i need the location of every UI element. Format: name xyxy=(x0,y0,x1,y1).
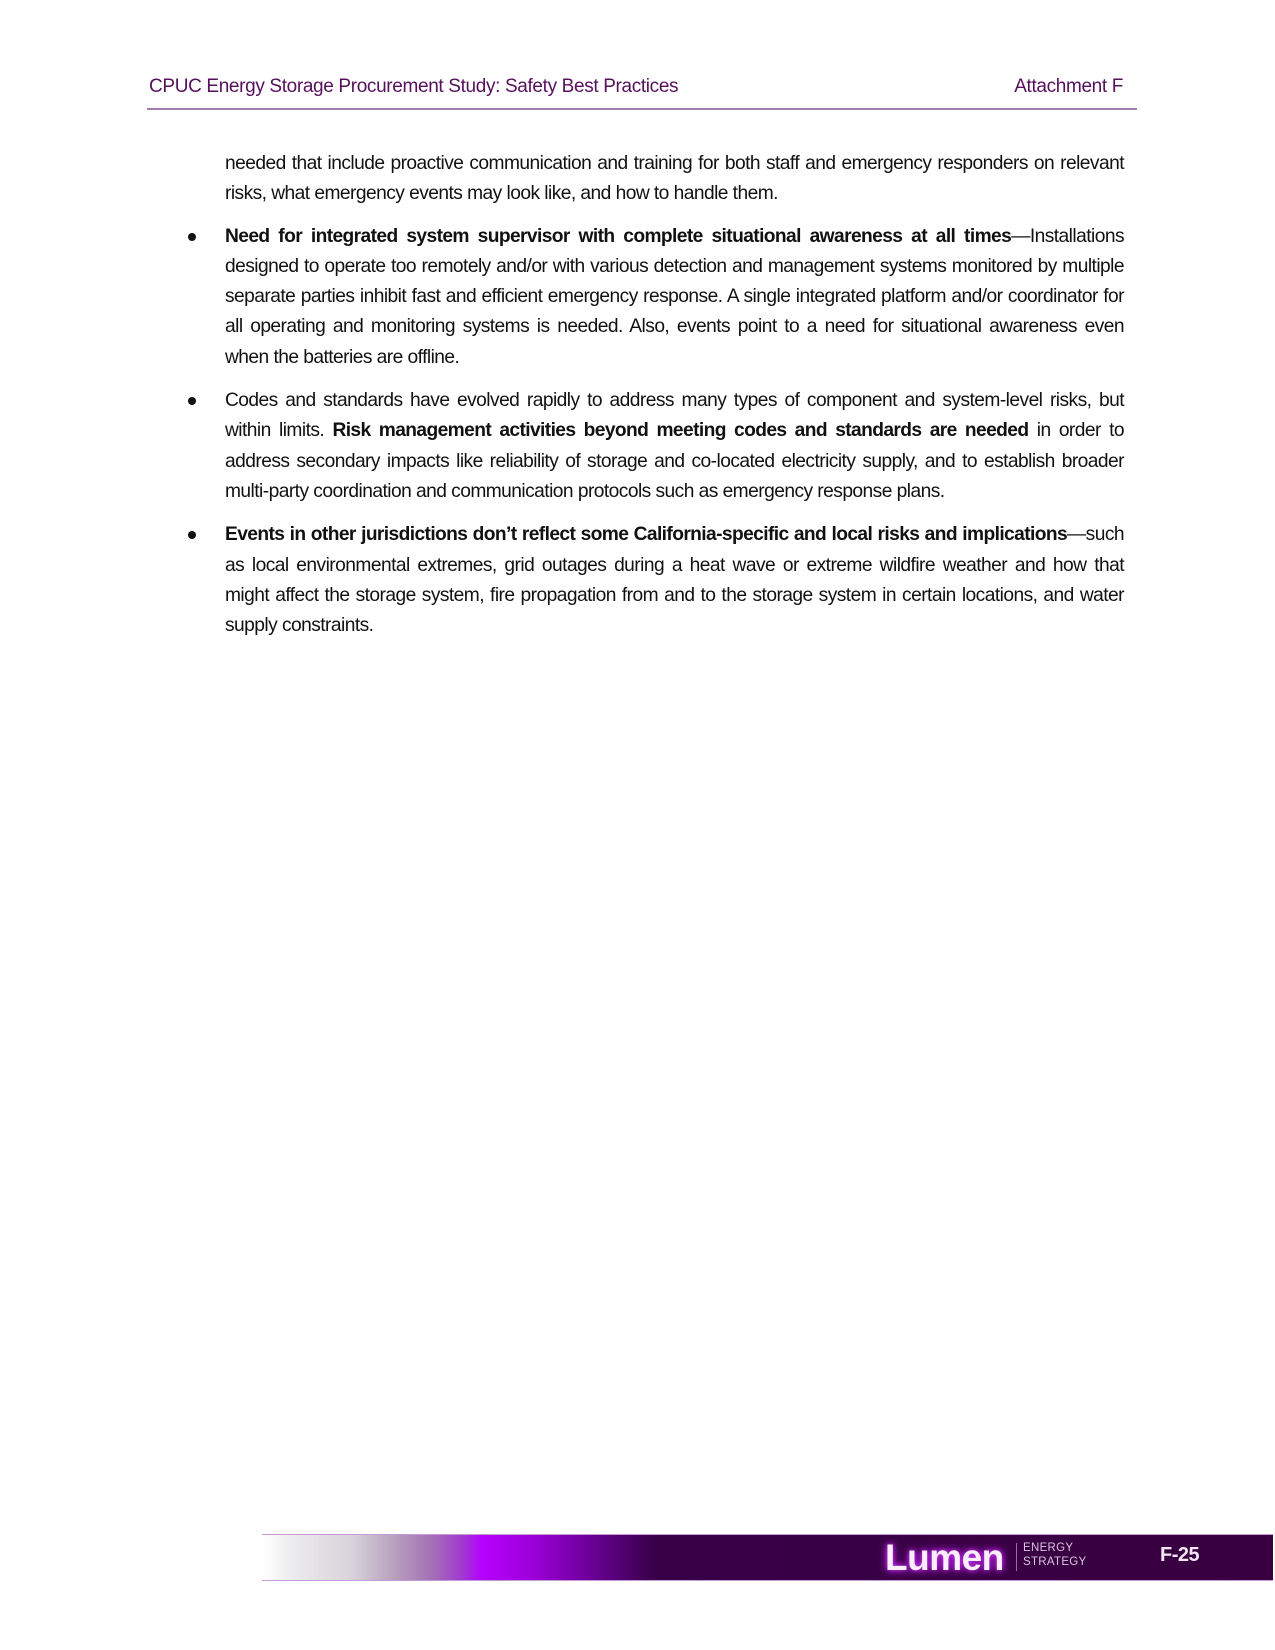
continuation-paragraph: needed that include proactive communication and training for both staff and emergency responders on relevant risks, what emergency events may look like, and how to handle them. xyxy=(225,153,1124,205)
bullet-icon xyxy=(188,233,196,241)
attachment-label: Attachment F xyxy=(1014,76,1123,97)
bullet-bold-text: Events in other jurisdictions don’t reflect some California-specific and local risks and implications xyxy=(225,524,1068,546)
page-footer-bar xyxy=(262,1534,1273,1581)
page-header xyxy=(147,74,1137,110)
logo-subtitle-line-1: ENERGY xyxy=(1023,1542,1074,1554)
bullet-lead-text: Codes and standards have evolved rapidly to address many types of component and system-level risks, but within limits. xyxy=(225,390,1124,442)
logo-divider xyxy=(1016,1543,1017,1571)
list-item xyxy=(225,222,1124,373)
logo-subtitle xyxy=(1023,1541,1087,1569)
bullet-rest-text: —Installations designed to operate too remotely and/or with various detection and management systems monitored by multiple separate parties inhibit fast and efficient emergency response. A single integrated platform and/or coordinator for all operating and monitoring systems is needed. Also, events point to a need for situational awareness even when the batteries are offline. xyxy=(225,225,1124,368)
bullet-icon xyxy=(188,531,196,539)
bullet-list xyxy=(225,222,1124,642)
bullet-bold-text: Risk management activities beyond meeting codes and standards are needed xyxy=(332,420,1029,442)
page-number: F-25 xyxy=(1160,1544,1200,1566)
list-item xyxy=(225,386,1124,507)
list-item xyxy=(225,520,1124,641)
page-body xyxy=(225,149,1124,654)
bullet-rest-text: in order to address secondary impacts like reliability of storage and co-located electricity supply, and to establish broader multi-party coordination and communication protocols such as emergency response plans. xyxy=(225,420,1125,502)
document-title: CPUC Energy Storage Procurement Study: Safety Best Practices xyxy=(149,76,679,97)
bullet-icon xyxy=(188,397,196,405)
bullet-bold-text: Need for integrated system supervisor with complete situational awareness at all times xyxy=(225,225,1012,247)
bullet-rest-text: —such as local environmental extremes, grid outages during a heat wave or extreme wildfire weather and how that might affect the storage system, fire propagation from and to the storage system in certain locations, and water supply constraints. xyxy=(225,524,1124,637)
lumen-logo: Lumen xyxy=(885,1537,1004,1578)
logo-subtitle-line-2: STRATEGY xyxy=(1023,1556,1087,1568)
